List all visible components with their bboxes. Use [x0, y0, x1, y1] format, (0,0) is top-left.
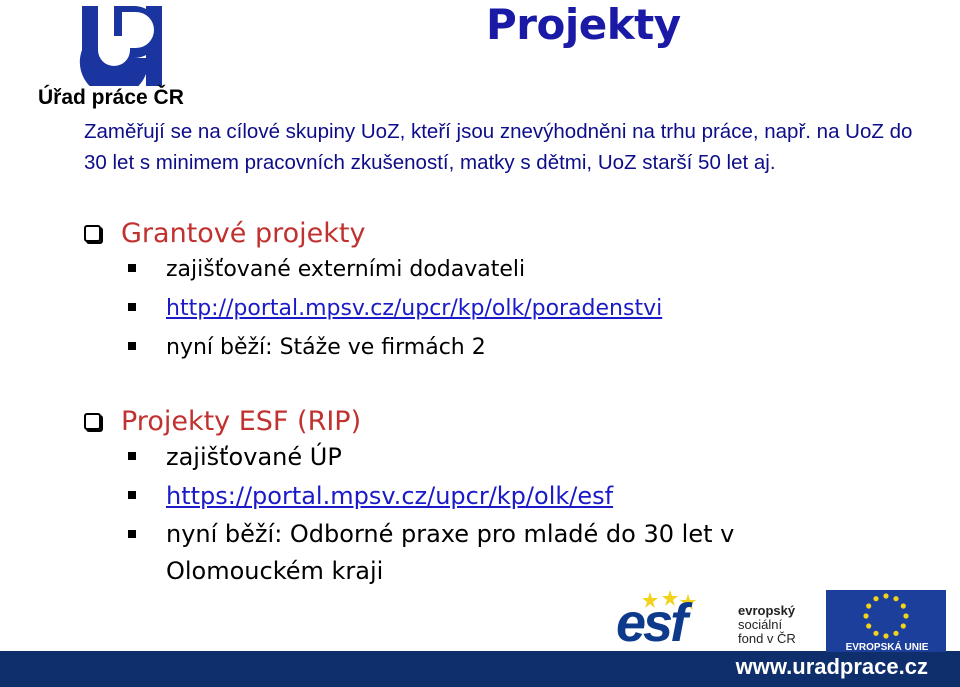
checkbox-bullet-icon	[84, 225, 101, 242]
page-title: Projekty	[486, 0, 681, 49]
eu-star-icon	[893, 596, 898, 601]
section-heading	[84, 404, 846, 438]
square-bullet-icon	[128, 452, 136, 460]
square-bullet-icon	[128, 303, 136, 311]
eu-star-icon	[873, 631, 878, 636]
esf-line: sociální	[738, 617, 783, 632]
eu-star-icon	[863, 613, 868, 618]
list-item-text: zajišťované ÚP	[166, 443, 342, 471]
list-item-text: nyní běží: Stáže ve firmách 2	[166, 335, 486, 360]
esf-link[interactable]: https://portal.mpsv.cz/upcr/kp/olk/esf	[166, 482, 614, 510]
intro-paragraph: Zaměřují se na cílové skupiny UoZ, kteří jsou znevýhodněni na trhu práce, např. na UoZ do 30 let s minimem pracovních zkušeností, matky s dětmi, UoZ starší 50 let aj.	[84, 120, 913, 174]
list-item	[84, 328, 662, 367]
portal-link[interactable]: http://portal.mpsv.cz/upcr/kp/olk/poradenstvi	[166, 296, 663, 321]
section-grant-projects	[84, 216, 662, 367]
section-esf-projects	[84, 404, 846, 590]
item-list	[84, 438, 846, 590]
checkbox-bullet-icon	[84, 413, 101, 430]
list-item	[84, 516, 846, 590]
eu-star-icon	[893, 631, 898, 636]
esf-line: fond v ČR	[738, 631, 796, 646]
eu-star-icon	[866, 603, 871, 608]
esf-caption	[738, 604, 828, 646]
eu-star-icon	[873, 596, 878, 601]
eu-star-icon	[901, 623, 906, 628]
list-item	[84, 438, 846, 477]
section-heading-text: Projekty ESF (RIP)	[121, 405, 362, 437]
eu-star-icon	[866, 623, 871, 628]
list-item-text: nyní běží: Odborné praxe pro mladé do 30 let v Olomouckém kraji	[166, 520, 735, 585]
square-bullet-icon	[128, 342, 136, 350]
eu-star-icon	[883, 593, 888, 598]
footer-url[interactable]: www.uradprace.cz	[735, 654, 928, 679]
esf-line: evropský	[738, 603, 796, 618]
eu-star-icon	[901, 603, 906, 608]
logo	[38, 6, 198, 110]
list-item	[84, 250, 662, 289]
item-list	[84, 250, 662, 367]
eu-label: EVROPSKÁ UNIE	[845, 642, 929, 653]
list-item-text: zajišťované externími dodavateli	[166, 257, 526, 282]
eu-star-icon	[883, 633, 888, 638]
list-item	[84, 477, 846, 516]
upcr-logo-icon	[78, 6, 166, 86]
list-item	[84, 289, 662, 328]
section-heading	[84, 216, 662, 250]
esf-logo	[610, 590, 830, 653]
square-bullet-icon	[128, 264, 136, 272]
section-heading-text: Grantové projekty	[121, 217, 366, 249]
square-bullet-icon	[128, 491, 136, 499]
esf-letters: esf	[616, 593, 686, 653]
square-bullet-icon	[128, 530, 136, 538]
logo-text: Úřad práce ČR	[38, 86, 184, 109]
eu-star-icon	[903, 613, 908, 618]
